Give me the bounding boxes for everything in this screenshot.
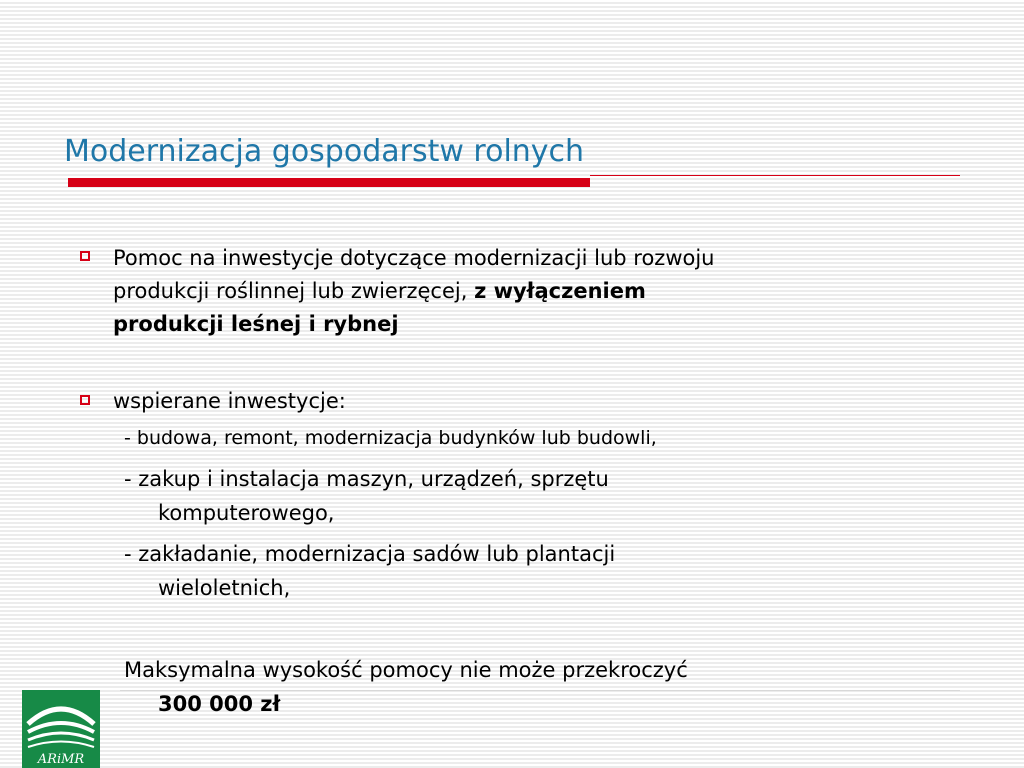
bullet1-line1: Pomoc na inwestycje dotyczące modernizacji lub rozwoju bbox=[113, 246, 715, 270]
bullet1-line2-text: produkcji roślinnej lub zwierzęcej, bbox=[113, 279, 475, 303]
slide-title: Modernizacja gospodarstw rolnych bbox=[64, 134, 585, 169]
max-aid-amount: 300 000 zł bbox=[158, 692, 281, 716]
investment-item-3: - zakładanie, modernizacja sadów lub plantacji bbox=[124, 542, 616, 566]
investment-item-3-cont: wieloletnich, bbox=[158, 576, 291, 600]
investment-item-2: - zakup i instalacja maszyn, urządzeń, sprzętu bbox=[124, 467, 609, 491]
footer-divider bbox=[120, 690, 960, 691]
investment-item-2-cont: komputerowego, bbox=[158, 501, 335, 525]
investment-item-1: - budowa, remont, modernizacja budynków lub budowli, bbox=[124, 427, 657, 449]
bullet1-line2-bold: z wyłączeniem bbox=[474, 279, 646, 303]
bullet2-label: wspierane inwestycje: bbox=[113, 389, 346, 413]
logo-text: ARiMR bbox=[37, 752, 85, 767]
max-aid-text: Maksymalna wysokość pomocy nie może przekroczyć bbox=[124, 658, 688, 682]
bullet-square-icon bbox=[80, 395, 90, 405]
title-underline-bar bbox=[68, 178, 590, 187]
bullet1-line2 bbox=[113, 275, 646, 308]
arimr-logo-icon bbox=[22, 690, 100, 768]
title-underline-thin bbox=[590, 175, 960, 176]
bullet-square-icon bbox=[80, 251, 90, 261]
bullet1-line3: produkcji leśnej i rybnej bbox=[113, 312, 399, 336]
